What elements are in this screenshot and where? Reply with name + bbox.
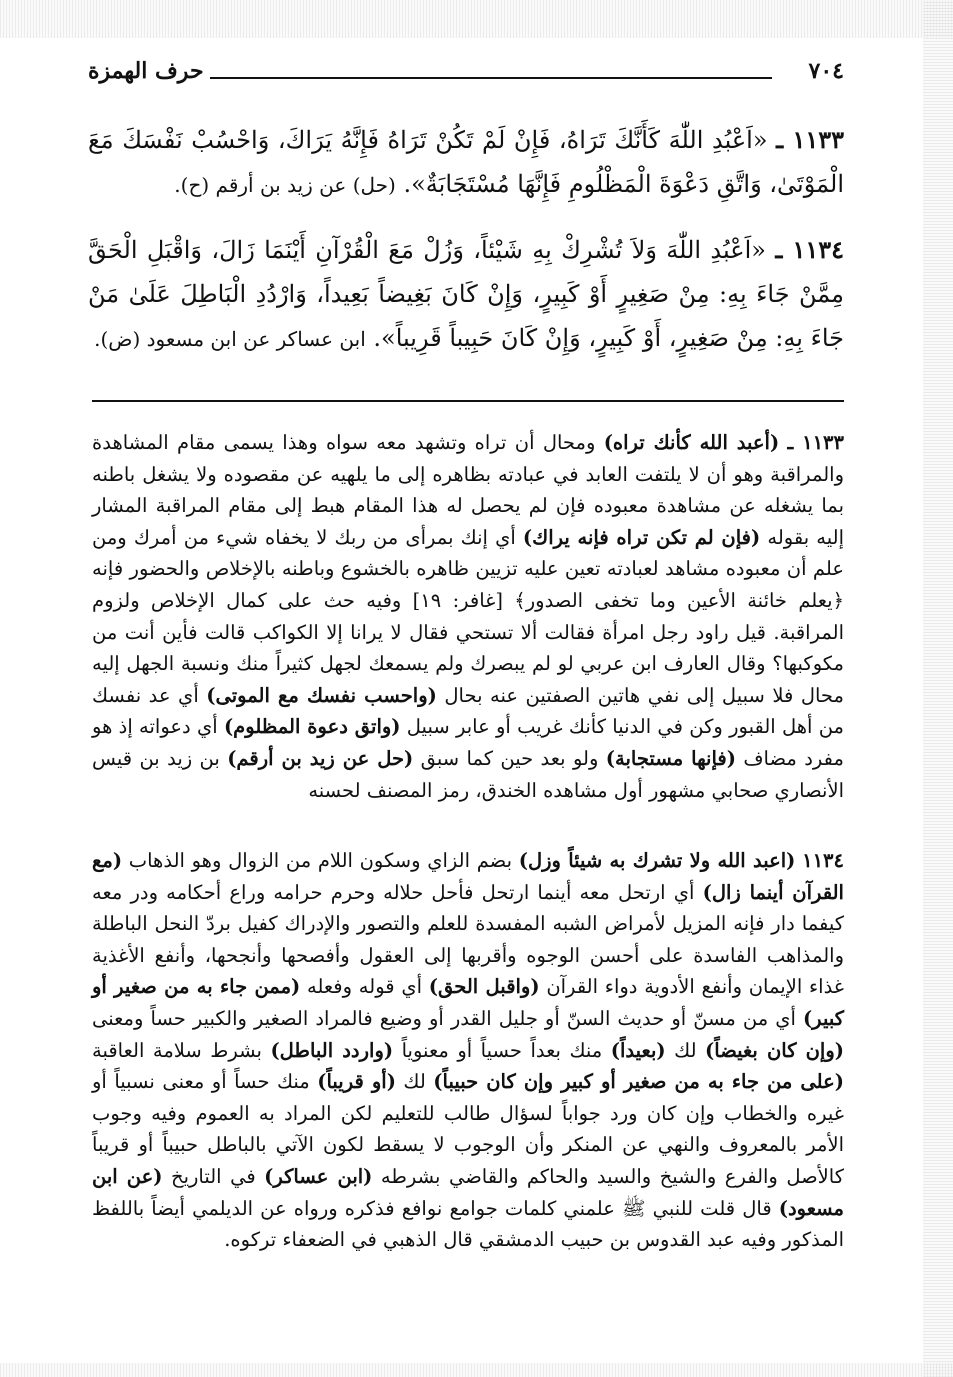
- commentary-1134: [92, 845, 844, 1256]
- quoted-phrase: (واقبل الحق): [428, 975, 540, 999]
- scan-edge-top: [0, 0, 953, 38]
- scan-edge-bottom: [0, 1363, 953, 1377]
- page-header: [88, 52, 844, 92]
- quoted-phrase: (أو قريباً): [317, 1070, 396, 1094]
- quoted-phrase: (بعيداً): [610, 1038, 666, 1062]
- quoted-phrase: (فإنها مستجابة): [605, 746, 736, 770]
- quoted-phrase: (فإن لم تكن تراه فإنه يراك): [522, 525, 761, 549]
- commentary-text: أي إنك بمرأى من ربك لا يخفاه شيء من أمرك ومن علم أن معبوده مشاهد لعبادته تعين عليه تزيين ظاهره بالخشوع وباطنه بالإخلاص والحضور فإنه ﴿يعلم خائنة الأعين وما تخفى الصدور﴾ [غافر: ١٩] وفيه حث على كمال الإخلاص ولزوم المراقبة. قيل راود رجل امرأة فقالت ألا تستحي فقال لا يرانا إلا الكواكب قالت فأين أنت من مكوكبها؟ وقال العارف ابن عربي لو لم يبصرك ولم يسمعك لجهل كثيراً منك ونسبة الجهل إليه محال فلا سبيل إلى نفي هاتين الصفتين عنه بحال: [92, 525, 845, 707]
- commentary-text: بشرط سلامة العاقبة: [92, 1038, 271, 1062]
- hadith-source: (حل) عن زيد بن أرقم (ح).: [174, 173, 396, 197]
- footnote-separator: [92, 400, 844, 402]
- commentary-text: بن زيد بن قيس الأنصاري صحابي مشهور أول مشاهده الخندق، رمز المصنف لحسنه: [92, 746, 844, 802]
- hadith-number: ١١٣٣ ـ: [776, 125, 844, 154]
- quoted-phrase: (واتق دعوة المظلوم): [223, 715, 401, 739]
- hadith-text: «اَعْبُدِ اللّٰهَ كَأَنَّكَ تَرَاهُ، فَإِنْ لَمْ تَكُنْ تَرَاهُ فَإِنَّهُ يَرَاكَ، وَاحْسُبْ نَفْسَكَ مَعَ الْمَوْتَىٰ، وَاتَّقِ دَعْوَةَ الْمَظْلُومِ فَإِنَّهَا مُسْتَجَابَةٌ».: [88, 126, 844, 198]
- page-number: ٧٠٤: [808, 58, 844, 84]
- commentary-1133: [92, 427, 844, 806]
- hadith-source: ابن عساكر عن ابن مسعود (ض).: [94, 327, 366, 351]
- commentary-text: منك بعداً حسياً أو معنوياً: [393, 1038, 611, 1062]
- quoted-phrase: (حل عن زيد بن أرقم): [227, 746, 414, 770]
- quoted-phrase: (ممن جاء به من صغير أو كبير): [92, 975, 844, 1030]
- commentary-text: بضم الزاي وسكون اللام من الزوال وهو الذهاب: [122, 849, 519, 872]
- commentary-text: منك حساً أو معنى نسبياً أو غيره والخطاب وإن كان ورد جواباً لسؤال طالب للتعليم لكن المراد به العموم وفيه وجوب الأمر بالمعروف والنهي عن المنكر وأن الوجوب لا يسقط لكون الآتي بالباطل حبيباً أو قريباً كالأصل والفرع والشيخ والسيد والحاكم والقاضي بشرطه: [92, 1070, 845, 1188]
- hadith-number: ١١٣٤ ـ: [775, 235, 844, 264]
- quoted-phrase: (واردد الباطل): [270, 1038, 394, 1062]
- quoted-phrase: (مع القرآن أينما زال): [92, 849, 844, 904]
- hadith-text: «اَعْبُدِ اللّٰهَ وَلاَ تُشْرِكْ بِهِ شَيْئاً، وَزُلْ مَعَ الْقُرْآنِ أَيْنَمَا زَالَ، وَاقْبَلِ الْحَقَّ مِمَّنْ جَاءَ بِهِ: مِنْ صَغِيرٍ أَوْ كَبِيرٍ، وَإِنْ كَانَ بَغِيضاً بَعِيداً، وَارْدُدِ الْبَاطِلَ عَلَىٰ مَنْ جَاءَ بِهِ: مِنْ صَغِيرٍ، أَوْ كَبِيرٍ، وَإِنْ كَانَ حَبِيباً قَرِيباً».: [88, 236, 844, 352]
- quoted-phrase: (واحسب نفسك مع الموتى): [206, 683, 437, 707]
- commentary-text: أي من مسنّ أو حديث السنّ أو جليل القدر أو وضيع فالمراد الصغير والكبير حساً ومعنى: [92, 1006, 803, 1030]
- commentary-text: أي عد نفسك من أهل القبور وكن في الدنيا كأنك غريب أو عابر سبيل: [92, 683, 844, 739]
- quoted-phrase: (أعبد الله كأنك تراه): [603, 431, 780, 454]
- quoted-phrase: (عن ابن مسعود): [92, 1164, 844, 1220]
- commentary-text: ولو بعد حين كما سبق: [413, 746, 606, 770]
- commentary-text: أي ارتحل معه أينما ارتحل فأحل حلاله وحرم حرامه وراع أحكامه ودر معه كيفما دار فإنه المزيل لأمراض الشبه المفسدة للعلم والتصور والإدراك كفيل بردّ النحل الباطلة والمذاهب الفاسدة على أحسن الوجوه وأقربها إلى العقول وأفصحها وأنجحها، وأنفع الأغذية غذاء الإيمان وأنفع الأدوية دواء القرآن: [92, 880, 844, 999]
- quoted-phrase: (اعبد الله ولا تشرك به شيئاً وزل): [518, 849, 796, 872]
- commentary-text: لك: [665, 1038, 706, 1062]
- hadith-1133: [88, 118, 844, 207]
- commentary-number: ١١٣٤: [802, 849, 844, 872]
- hadith-1134: [88, 228, 844, 361]
- commentary-number: ١١٣٣ ـ: [787, 431, 844, 454]
- commentary-text: أي قوله وفعله: [300, 975, 429, 999]
- header-rule: [210, 77, 772, 79]
- quoted-phrase: (ابن عساكر): [264, 1164, 373, 1188]
- quoted-phrase: (على من جاء به من صغير أو كبير وإن كان حبيباً): [433, 1070, 844, 1094]
- commentary-text: في التاريخ: [162, 1164, 265, 1188]
- commentary-text: ومحال أن تراه وتشهد معه سواه وهذا يسمى مقام المشاهدة والمراقبة وهو أن لا يلتفت العابد في عبادته بظاهره إلى ما يلهيه عن مقصوده ولا يشغل باطنه بما يشغله عن مشاهدة معبوده فإن لم يحصل له هذا المقام هبط إلى مقام المراقبة المشار إليه بقوله: [92, 431, 844, 549]
- running-title: حرف الهمزة: [88, 58, 204, 84]
- scan-edge-right: [923, 0, 953, 1377]
- commentary-text: قال قلت للنبي ﷺ علمني كلمات جوامع نوافع فذكره ورواه عن الديلمي أيضاً باللفظ المذكور وفيه عبد القدوس بن حبيب الدمشقي قال الذهبي في الضعفاء تركوه.: [92, 1196, 844, 1252]
- quoted-phrase: (وإن كان بغيضاً): [705, 1038, 844, 1062]
- commentary-text: لك: [395, 1070, 434, 1094]
- commentary-text: أي دعواته إذ هو مفرد مضاف: [92, 715, 844, 770]
